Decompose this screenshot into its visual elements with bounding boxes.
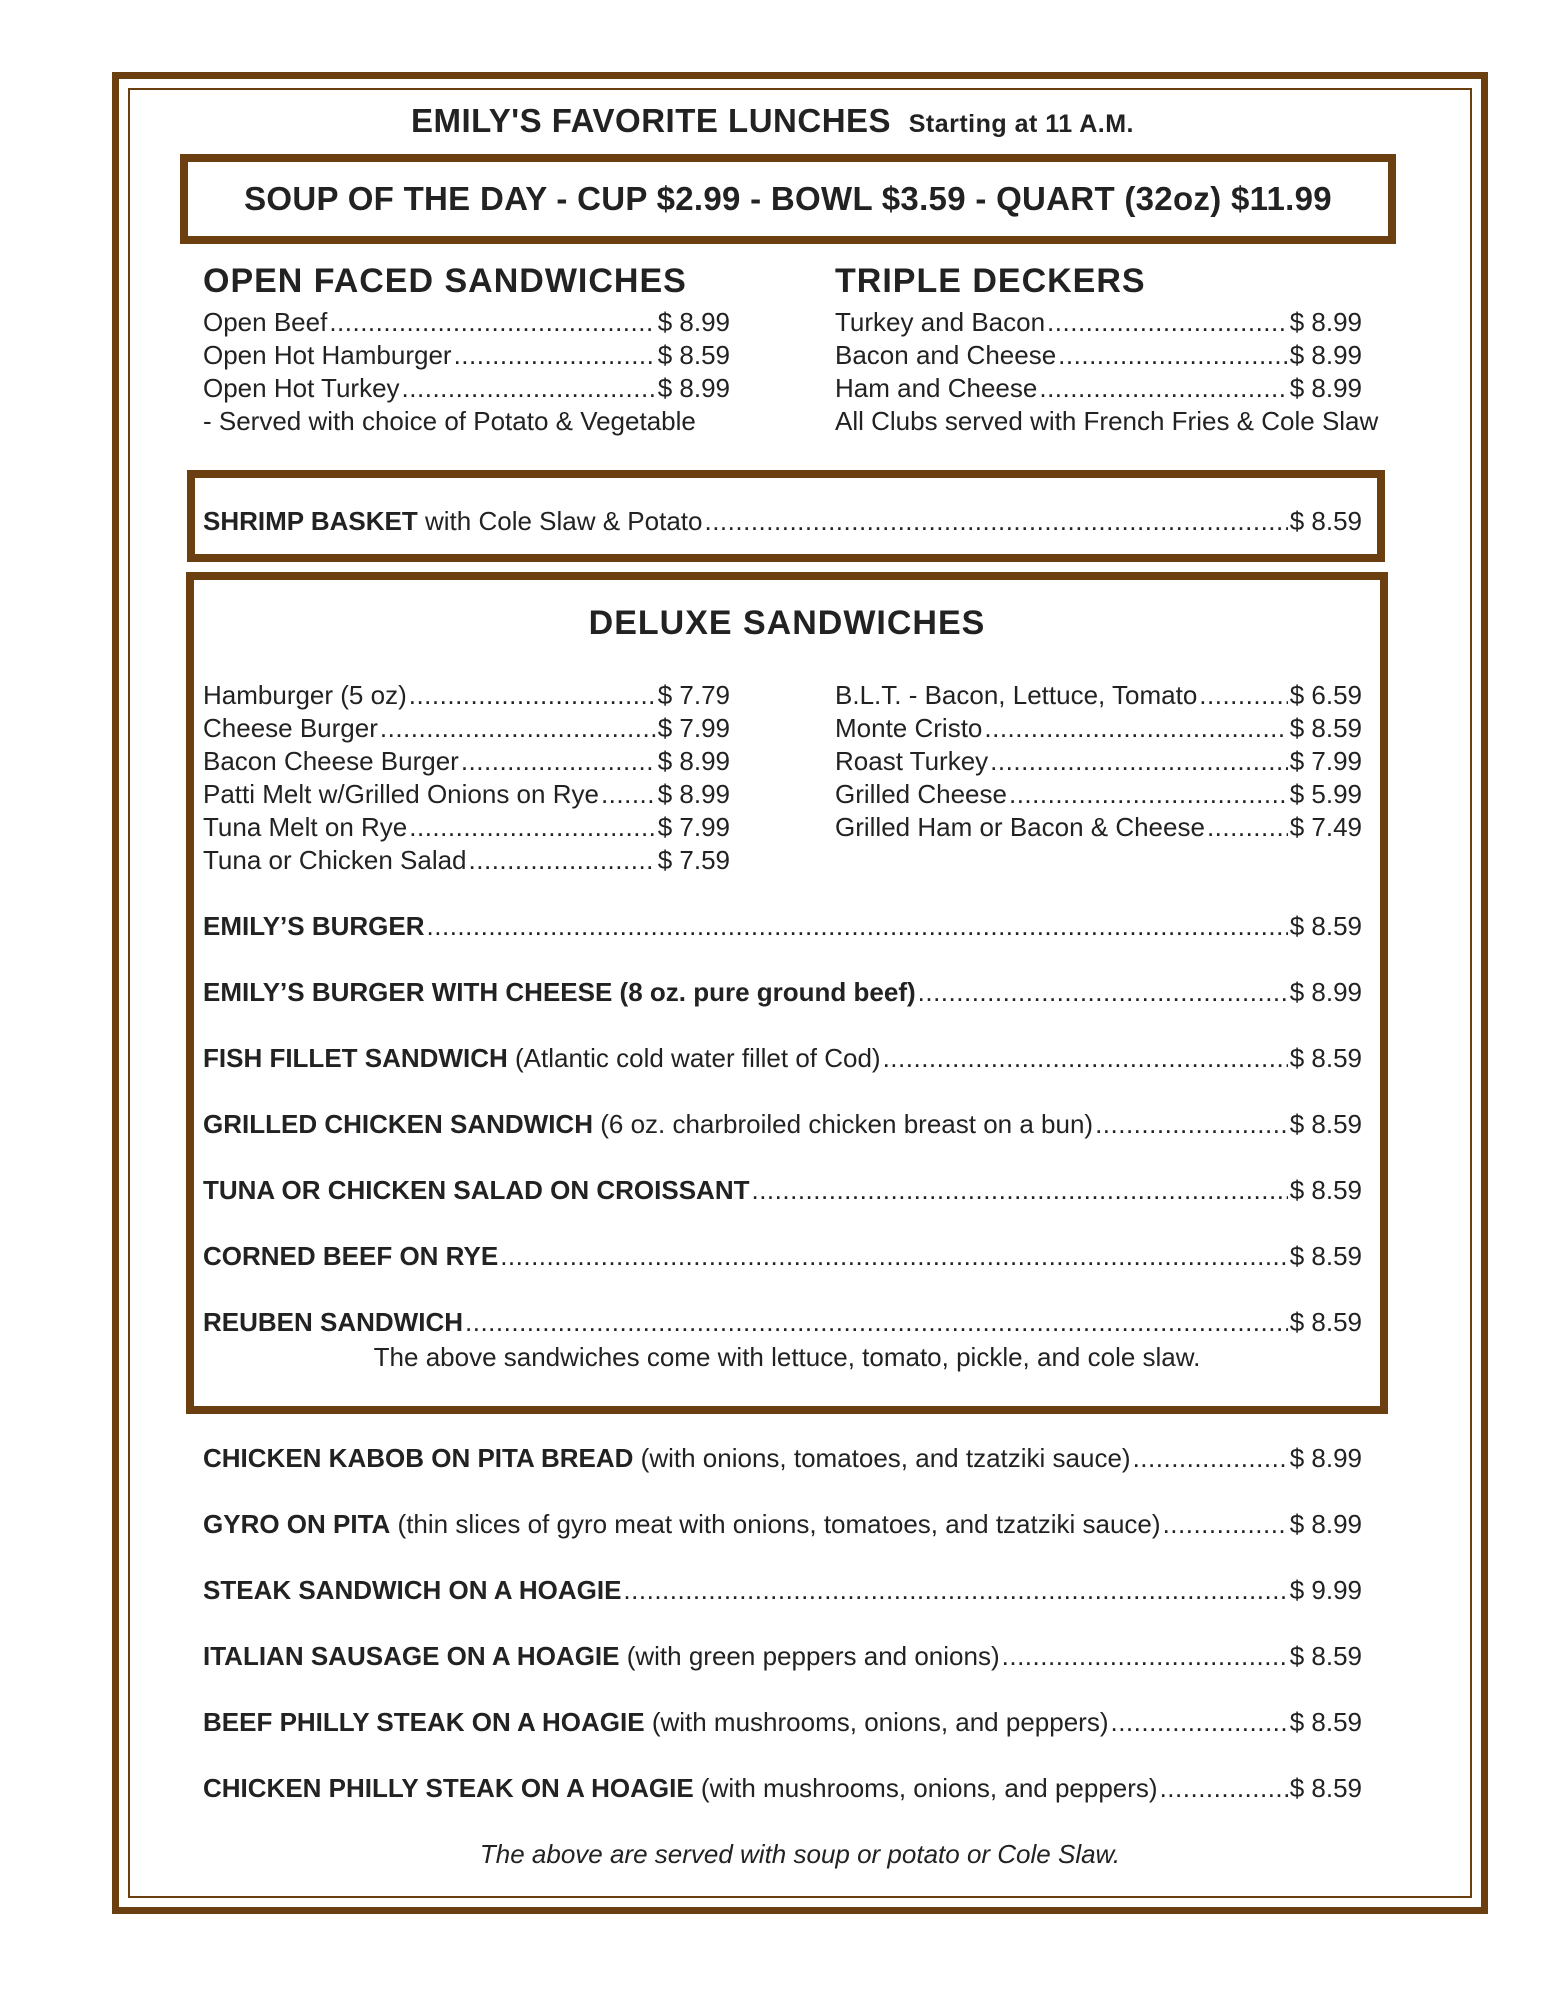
item-title: GRILLED CHICKEN SANDWICH (203, 1109, 593, 1139)
deluxe-item (203, 745, 730, 777)
item-price: $ 7.79 (657, 680, 730, 710)
item-desc: (Atlantic cold water fillet of Cod) (507, 1043, 881, 1073)
menu-item (203, 1442, 1362, 1474)
item-name: Roast Turkey (835, 746, 989, 776)
item-name: Bacon and Cheese (835, 340, 1057, 370)
item-title: FISH FILLET SANDWICH (203, 1043, 508, 1073)
leader-dots (329, 306, 655, 338)
leader-dots (469, 844, 656, 876)
item-name (203, 1574, 621, 1606)
leader-dots (704, 505, 1287, 537)
item-name: Monte Cristo (835, 713, 983, 743)
soup-of-the-day-text: SOUP OF THE DAY - CUP $2.99 - BOWL $3.59 - QUART (32oz) $11.99 (244, 180, 1332, 217)
item-name: Hamburger (5 oz) (203, 680, 407, 710)
leader-dots (990, 745, 1288, 777)
deluxe-item (203, 844, 730, 876)
leader-dots (1002, 1640, 1288, 1672)
deluxe-special-item (203, 1306, 1362, 1338)
item-name (203, 910, 425, 942)
leader-dots (1009, 778, 1288, 810)
deluxe-special-item (203, 1108, 1362, 1140)
item-price: $ 8.99 (1289, 340, 1362, 370)
item-price: $ 8.99 (1289, 977, 1362, 1007)
leader-dots (1207, 811, 1288, 843)
item-name (203, 1772, 1158, 1804)
item-desc: (with onions, tomatoes, and tzatziki sauce) (633, 1443, 1131, 1473)
item-price: $ 7.59 (657, 845, 730, 875)
item-price: $ 8.99 (1289, 307, 1362, 337)
menu-item (203, 1574, 1362, 1606)
leader-dots (1163, 1508, 1288, 1540)
leader-dots (427, 910, 1288, 942)
item-name: Tuna or Chicken Salad (203, 845, 467, 875)
deluxe-item (835, 778, 1362, 810)
leader-dots (454, 339, 656, 371)
leader-dots (1058, 339, 1288, 371)
item-name: Open Beef (203, 307, 328, 337)
leader-dots (1160, 1772, 1288, 1804)
item-title: BEEF PHILLY STEAK ON A HOAGIE (203, 1707, 645, 1737)
leader-dots (380, 712, 656, 744)
leader-dots (465, 1306, 1288, 1338)
item-title: CHICKEN KABOB ON PITA BREAD (203, 1443, 634, 1473)
leader-dots (402, 372, 656, 404)
item-name (203, 976, 916, 1008)
item-price: $ 8.99 (1289, 1443, 1362, 1473)
deluxe-item (835, 745, 1362, 777)
leader-dots (984, 712, 1287, 744)
item-price: $ 8.59 (1289, 1109, 1362, 1139)
menu-title-text: EMILY'S FAVORITE LUNCHES (410, 102, 892, 139)
menu-subtitle: Starting at 11 A.M. (908, 110, 1135, 138)
open-faced-item (203, 372, 730, 404)
item-name (203, 1640, 1000, 1672)
item-price: $ 7.99 (657, 812, 730, 842)
item-price: $ 8.59 (657, 340, 730, 370)
leader-dots (883, 1042, 1288, 1074)
item-name (203, 505, 702, 537)
item-price: $ 8.59 (1289, 713, 1362, 743)
item-title: GYRO ON PITA (203, 1509, 391, 1539)
item-price: $ 7.99 (1289, 746, 1362, 776)
deluxe-note: The above sandwiches come with lettuce, tomato, pickle, and cole slaw. (373, 1342, 1201, 1372)
item-name: Tuna Melt on Rye (203, 812, 408, 842)
item-price: $ 8.59 (1289, 1641, 1362, 1671)
shrimp-basket-item (203, 505, 1362, 537)
item-desc: (6 oz. charbroiled chicken breast on a bun) (593, 1109, 1094, 1139)
item-name: Grilled Ham or Bacon & Cheese (835, 812, 1205, 842)
deluxe-special-item (203, 1174, 1362, 1206)
item-price: $ 8.99 (657, 373, 730, 403)
leader-dots (409, 811, 655, 843)
item-desc: (with mushrooms, onions, and peppers) (644, 1707, 1109, 1737)
item-title: TUNA OR CHICKEN SALAD ON CROISSANT (203, 1175, 750, 1205)
deluxe-special-item (203, 1042, 1362, 1074)
deluxe-item (203, 712, 730, 744)
triple-decker-item (835, 372, 1362, 404)
item-price: $ 8.59 (1289, 1043, 1362, 1073)
leader-dots (1133, 1442, 1288, 1474)
triple-decker-item (835, 306, 1362, 338)
item-name: Bacon Cheese Burger (203, 746, 459, 776)
item-name: Cheese Burger (203, 713, 378, 743)
item-price: $ 5.99 (1289, 779, 1362, 809)
item-price: $ 7.99 (657, 713, 730, 743)
item-name: Open Hot Hamburger (203, 340, 452, 370)
leader-dots (1199, 679, 1287, 711)
deluxe-heading: DELUXE SANDWICHES (588, 604, 986, 642)
item-title: CHICKEN PHILLY STEAK ON A HOAGIE (203, 1773, 694, 1803)
leader-dots (601, 778, 656, 810)
leader-dots (409, 679, 656, 711)
item-title: CORNED BEEF ON RYE (203, 1241, 499, 1271)
soup-of-the-day-box (180, 154, 1396, 244)
item-desc: (with green peppers and onions) (619, 1641, 1000, 1671)
item-name (203, 1042, 881, 1074)
deluxe-special-item (203, 976, 1362, 1008)
item-desc: with Cole Slaw & Potato (417, 506, 703, 536)
deluxe-item (835, 679, 1362, 711)
triple-deckers-heading: TRIPLE DECKERS (835, 262, 1146, 300)
item-price: $ 8.99 (1289, 373, 1362, 403)
item-title: ITALIAN SAUSAGE ON A HOAGIE (203, 1641, 620, 1671)
menu-item (203, 1772, 1362, 1804)
menu-item (203, 1706, 1362, 1738)
item-name (203, 1306, 463, 1338)
others-note: The above are served with soup or potato or Cole Slaw. (479, 1839, 1121, 1869)
menu-title (0, 102, 1545, 140)
deluxe-special-item (203, 1240, 1362, 1272)
item-name: Patti Melt w/Grilled Onions on Rye (203, 779, 599, 809)
menu-item (203, 1640, 1362, 1672)
open-faced-heading: OPEN FACED SANDWICHES (203, 262, 687, 300)
open-faced-note: - Served with choice of Potato & Vegetable (203, 406, 696, 436)
leader-dots (461, 745, 656, 777)
deluxe-item (835, 811, 1362, 843)
leader-dots (1047, 306, 1288, 338)
menu-item (203, 1508, 1362, 1540)
item-price: $ 8.59 (1289, 911, 1362, 941)
item-price: $ 8.59 (1289, 1241, 1362, 1271)
deluxe-item (835, 712, 1362, 744)
item-price: $ 8.99 (657, 307, 730, 337)
deluxe-item (203, 679, 730, 711)
item-price: $ 8.59 (1289, 1773, 1362, 1803)
item-price: $ 8.59 (1289, 506, 1362, 536)
item-name (203, 1108, 1093, 1140)
leader-dots (918, 976, 1288, 1008)
deluxe-special-item (203, 910, 1362, 942)
item-name: Turkey and Bacon (835, 307, 1046, 337)
item-title: STEAK SANDWICH ON A HOAGIE (203, 1575, 622, 1605)
item-price: $ 8.59 (1289, 1175, 1362, 1205)
open-faced-item (203, 339, 730, 371)
item-name (203, 1508, 1161, 1540)
leader-dots (751, 1174, 1287, 1206)
item-desc: (thin slices of gyro meat with onions, tomatoes, and tzatziki sauce) (390, 1509, 1161, 1539)
item-name: Ham and Cheese (835, 373, 1038, 403)
item-price: $ 8.99 (657, 746, 730, 776)
leader-dots (1110, 1706, 1287, 1738)
leader-dots (623, 1574, 1287, 1606)
item-title: EMILY’S BURGER WITH CHEESE (8 oz. pure ground beef) (203, 977, 916, 1007)
leader-dots (1095, 1108, 1288, 1140)
triple-decker-item (835, 339, 1362, 371)
deluxe-item (203, 778, 730, 810)
leader-dots (500, 1240, 1288, 1272)
deluxe-item (203, 811, 730, 843)
item-price: $ 8.99 (1289, 1509, 1362, 1539)
item-name (203, 1706, 1108, 1738)
triple-deckers-note: All Clubs served with French Fries & Cole Slaw (835, 406, 1379, 436)
open-faced-item (203, 306, 730, 338)
item-name (203, 1174, 749, 1206)
leader-dots (1039, 372, 1287, 404)
item-title: EMILY’S BURGER (203, 911, 425, 941)
item-price: $ 9.99 (1289, 1575, 1362, 1605)
item-desc: (with mushrooms, onions, and peppers) (693, 1773, 1158, 1803)
item-name (203, 1442, 1131, 1474)
item-name: Open Hot Turkey (203, 373, 400, 403)
item-price: $ 6.59 (1289, 680, 1362, 710)
item-title: REUBEN SANDWICH (203, 1307, 463, 1337)
item-price: $ 7.49 (1289, 812, 1362, 842)
item-price: $ 8.99 (657, 779, 730, 809)
item-price: $ 8.59 (1289, 1707, 1362, 1737)
item-name (203, 1240, 498, 1272)
item-title: SHRIMP BASKET (203, 506, 418, 536)
item-name: Grilled Cheese (835, 779, 1007, 809)
item-price: $ 8.59 (1289, 1307, 1362, 1337)
item-name: B.L.T. - Bacon, Lettuce, Tomato (835, 680, 1198, 710)
